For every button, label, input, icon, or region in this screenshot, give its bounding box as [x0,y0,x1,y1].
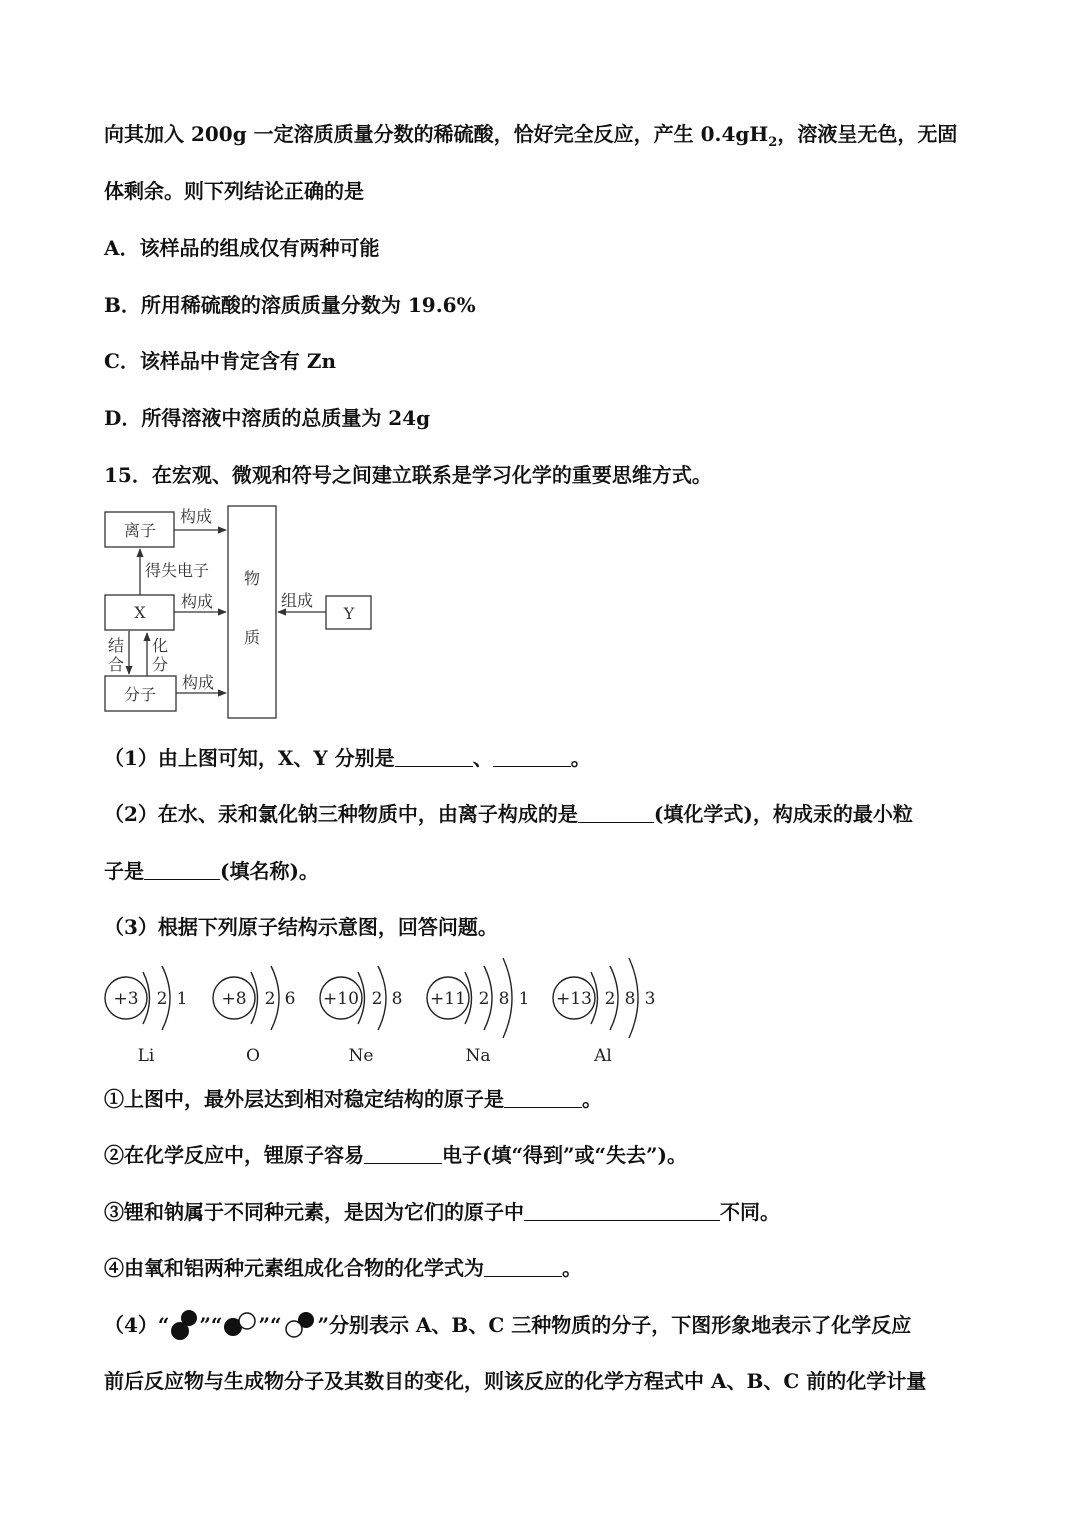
li-symbol: Li [137,1046,155,1066]
hua-char: 化 [152,636,169,655]
q15-sub4-line1 [104,1308,911,1342]
item4-text: ④由氧和铝两种元素组成化合物的化学式为 [104,1256,484,1280]
answer-blank-stable-atom [504,1089,582,1108]
gou-cheng-label-bottom: 构成 [182,673,215,692]
molecule-b-icon [222,1310,258,1340]
substance-box [228,506,276,718]
sub1-end: 。 [570,746,591,770]
gou-cheng-label-mid: 构成 [181,592,214,611]
he-char: 合 [108,655,125,674]
sub2-line2-text: 子是 [104,859,144,883]
sub2-text-end: (填化学式)，构成汞的最小粒 [653,802,913,826]
q14-option-a: A．该样品的组成仅有两种可能 [104,236,380,260]
molecule-a-icon [169,1308,199,1342]
sub2-line2-end: (填名称)。 [220,859,319,883]
h2-subscript: 2 [768,135,778,150]
substance-char-2: 质 [243,628,261,647]
fen-char: 分 [152,655,169,674]
item3-text: ③锂和钠属于不同种元素，是因为它们的原子中 [104,1200,524,1224]
q15-sub3: （3）根据下列原子结构示意图，回答问题。 [104,915,498,939]
answer-blank-element-difference [524,1202,720,1221]
o-symbol: O [246,1046,260,1066]
q14-option-c: C．该样品中肯定含有 Zn [104,349,337,373]
q15-sub2-line1 [104,798,913,827]
li-shell-1-count: 2 [156,989,168,1009]
y-label: Y [343,604,355,623]
answer-blank-formula [484,1258,562,1277]
li-nucleus-charge: +3 [113,989,139,1009]
al-nucleus-charge: +13 [556,989,592,1009]
substance-char-1: 物 [243,569,261,588]
answer-blank-mercury [144,861,220,880]
x-label: X [134,603,146,622]
na-shell-1 [465,972,472,1024]
q15-sub3-item4 [104,1252,582,1281]
al-shell-2-count: 8 [624,989,636,1009]
answer-blank-ionic [578,804,654,823]
al-shell-1-count: 2 [604,989,616,1009]
ne-shell-2-count: 8 [391,989,403,1009]
ne-shell-1-count: 2 [371,989,383,1009]
ne-nucleus-charge: +10 [323,989,359,1009]
item3-end: 不同。 [720,1200,780,1224]
atom-structure-diagrams [98,952,678,1072]
gou-cheng-label-top: 构成 [180,507,213,526]
o-shell-2-count: 6 [284,989,296,1009]
sub1-sep: 、 [472,746,493,770]
na-shell-1-count: 2 [478,989,490,1009]
na-shell-2-count: 8 [498,989,510,1009]
li-shell-2-count: 1 [176,989,188,1009]
q14-option-b: B．所用稀硫酸的溶质质量分数为 19.6% [104,293,476,317]
q15-stem: 15．在宏观、微观和符号之间建立联系是学习化学的重要思维方式。 [104,463,712,487]
answer-blank-lithium [364,1145,442,1164]
molecule-c-icon [281,1310,317,1340]
answer-blank-y [493,748,571,767]
li-shell-1 [143,972,150,1024]
item1-text: ①上图中，最外层达到相对稳定结构的原子是 [104,1087,504,1111]
concept-diagram [100,500,390,725]
q14-stem-text: 向其加入 200g 一定溶质质量分数的稀硫酸，恰好完全反应，产生 0.4gH [104,122,769,146]
q14-stem-line2: 体剩余。则下列结论正确的是 [104,179,364,203]
o-shell-1 [251,972,258,1024]
item4-end: 。 [562,1256,582,1280]
o-shell-1-count: 2 [264,989,276,1009]
item1-end: 。 [582,1087,602,1111]
na-shell-3-count: 1 [518,989,530,1009]
al-symbol: Al [594,1046,612,1066]
o-nucleus-charge: +8 [221,989,247,1009]
q14-stem-text-end: ，溶液呈无色，无固 [777,122,958,146]
de-shi-dian-zi-label: 得失电子 [145,561,210,580]
item2-end: 电子(填“得到”或“失去”)。 [442,1143,687,1167]
zu-cheng-label: 组成 [281,591,314,610]
q15-sub3-item1 [104,1083,602,1112]
item2-text: ②在化学反应中，锂原子容易 [104,1143,364,1167]
ne-symbol: Ne [348,1046,374,1066]
sub1-text: （1）由上图可知，X、Y 分别是 [104,746,395,770]
na-symbol: Na [465,1046,491,1066]
sub4-quote-2: ”“ [258,1313,282,1337]
ne-shell-1 [358,972,365,1024]
molecule-label: 分子 [123,685,157,704]
q14-stem-line1 [104,118,957,150]
na-nucleus-charge: +11 [430,989,466,1009]
sub4-text: ”分别表示 A、B、C 三种物质的分子，下图形象地表示了化学反应 [317,1313,912,1337]
sub4-quote-1: ”“ [199,1313,223,1337]
sub4-open: （4）“ [104,1313,170,1337]
al-shell-3-count: 3 [644,989,656,1009]
q15-sub3-item3 [104,1196,780,1225]
answer-blank-x [395,748,473,767]
q15-sub4-line2: 前后反应物与生成物分子及其数目的变化，则该反应的化学方程式中 A、B、C 前的化学计量 [104,1369,927,1393]
q15-sub2-line2 [104,855,319,884]
q15-sub3-item2 [104,1139,687,1168]
al-shell-1 [591,972,598,1024]
q15-sub1 [104,742,591,771]
q14-option-d: D．所得溶液中溶质的总质量为 24g [104,406,431,430]
ion-label: 离子 [123,521,157,540]
jie-char: 结 [108,636,125,655]
sub2-text: （2）在水、汞和氯化钠三种物质中，由离子构成的是 [104,802,578,826]
